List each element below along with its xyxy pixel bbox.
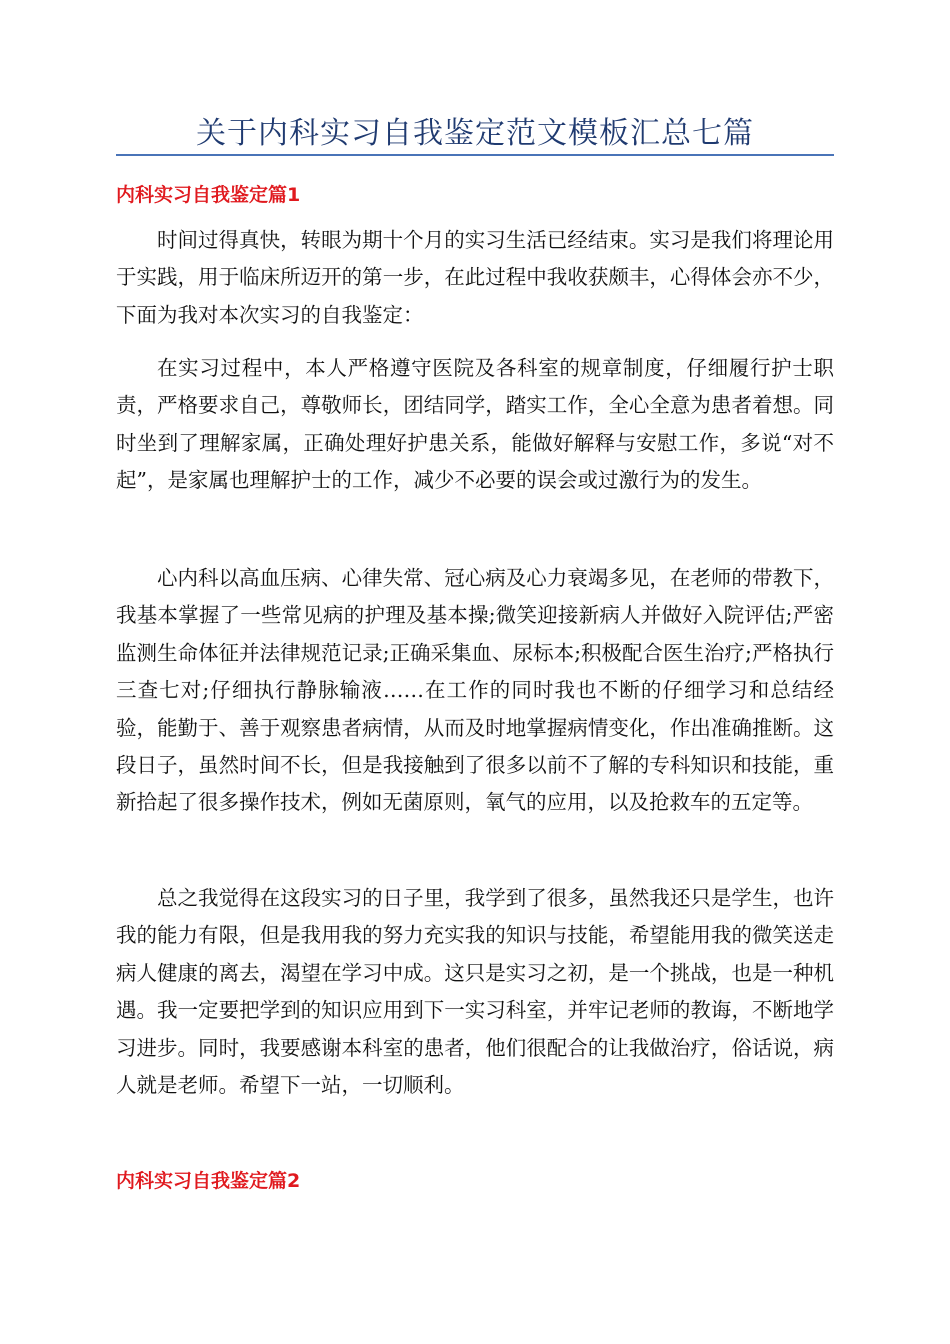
document-title: 关于内科实习自我鉴定范文模板汇总七篇 [196,116,754,151]
paragraph-1-4: 总之我觉得在这段实习的日子里，我学到了很多，虽然我还只是学生，也许我的能力有限，但是我用我的努力充实我的知识与技能，希望能用我的微笑送走病人健康的离去，渴望在学习中成。这只是实习之初，是一个挑战，也是一种机遇。我一定要把学到的知识应用到下一实习科室，并牢记老师的教诲，不断地学习进步。同时，我要感谢本科室的患者，他们很配合的让我做治疗，俗话说，病人就是老师。希望下一站，一切顺利。 [116,886,834,1098]
title-underline [116,154,834,156]
section-heading-2: 内科实习自我鉴定篇2 [116,1170,301,1192]
section-heading-1: 内科实习自我鉴定篇1 [116,184,301,206]
paragraph-1-2: 在实习过程中，本人严格遵守医院及各科室的规章制度，仔细履行护士职责，严格要求自己，尊敬师长，团结同学，踏实工作，全心全意为患者着想。同时坐到了理解家属，正确处理好护患关系，能做好解释与安慰工作，多说“对不起”，是家属也理解护士的工作，减少不必要的误会或过激行为的发生。 [116,356,834,493]
paragraph-1-1: 时间过得真快，转眼为期十个月的实习生活已经结束。实习是我们将理论用于实践，用于临床所迈开的第一步，在此过程中我收获颇丰，心得体会亦不少，下面为我对本次实习的自我鉴定： [116,228,834,327]
paragraph-1-3: 心内科以高血压病、心律失常、冠心病及心力衰竭多见，在老师的带教下，我基本掌握了一些常见病的护理及基本操;微笑迎接新病人并做好入院评估;严密监测生命体征并法律规范记录;正确采集血、尿标本;积极配合医生治疗;严格执行三查七对;仔细执行静脉输液……在工作的同时我也不断的仔细学习和总结经验，能勤于、善于观察患者病情，从而及时地掌握病情变化，作出准确推断。这段日子，虽然时间不长，但是我接触到了很多以前不了解的专科知识和技能，重新拾起了很多操作技术，例如无菌原则，氧气的应用，以及抢救车的五定等。 [116,566,834,815]
